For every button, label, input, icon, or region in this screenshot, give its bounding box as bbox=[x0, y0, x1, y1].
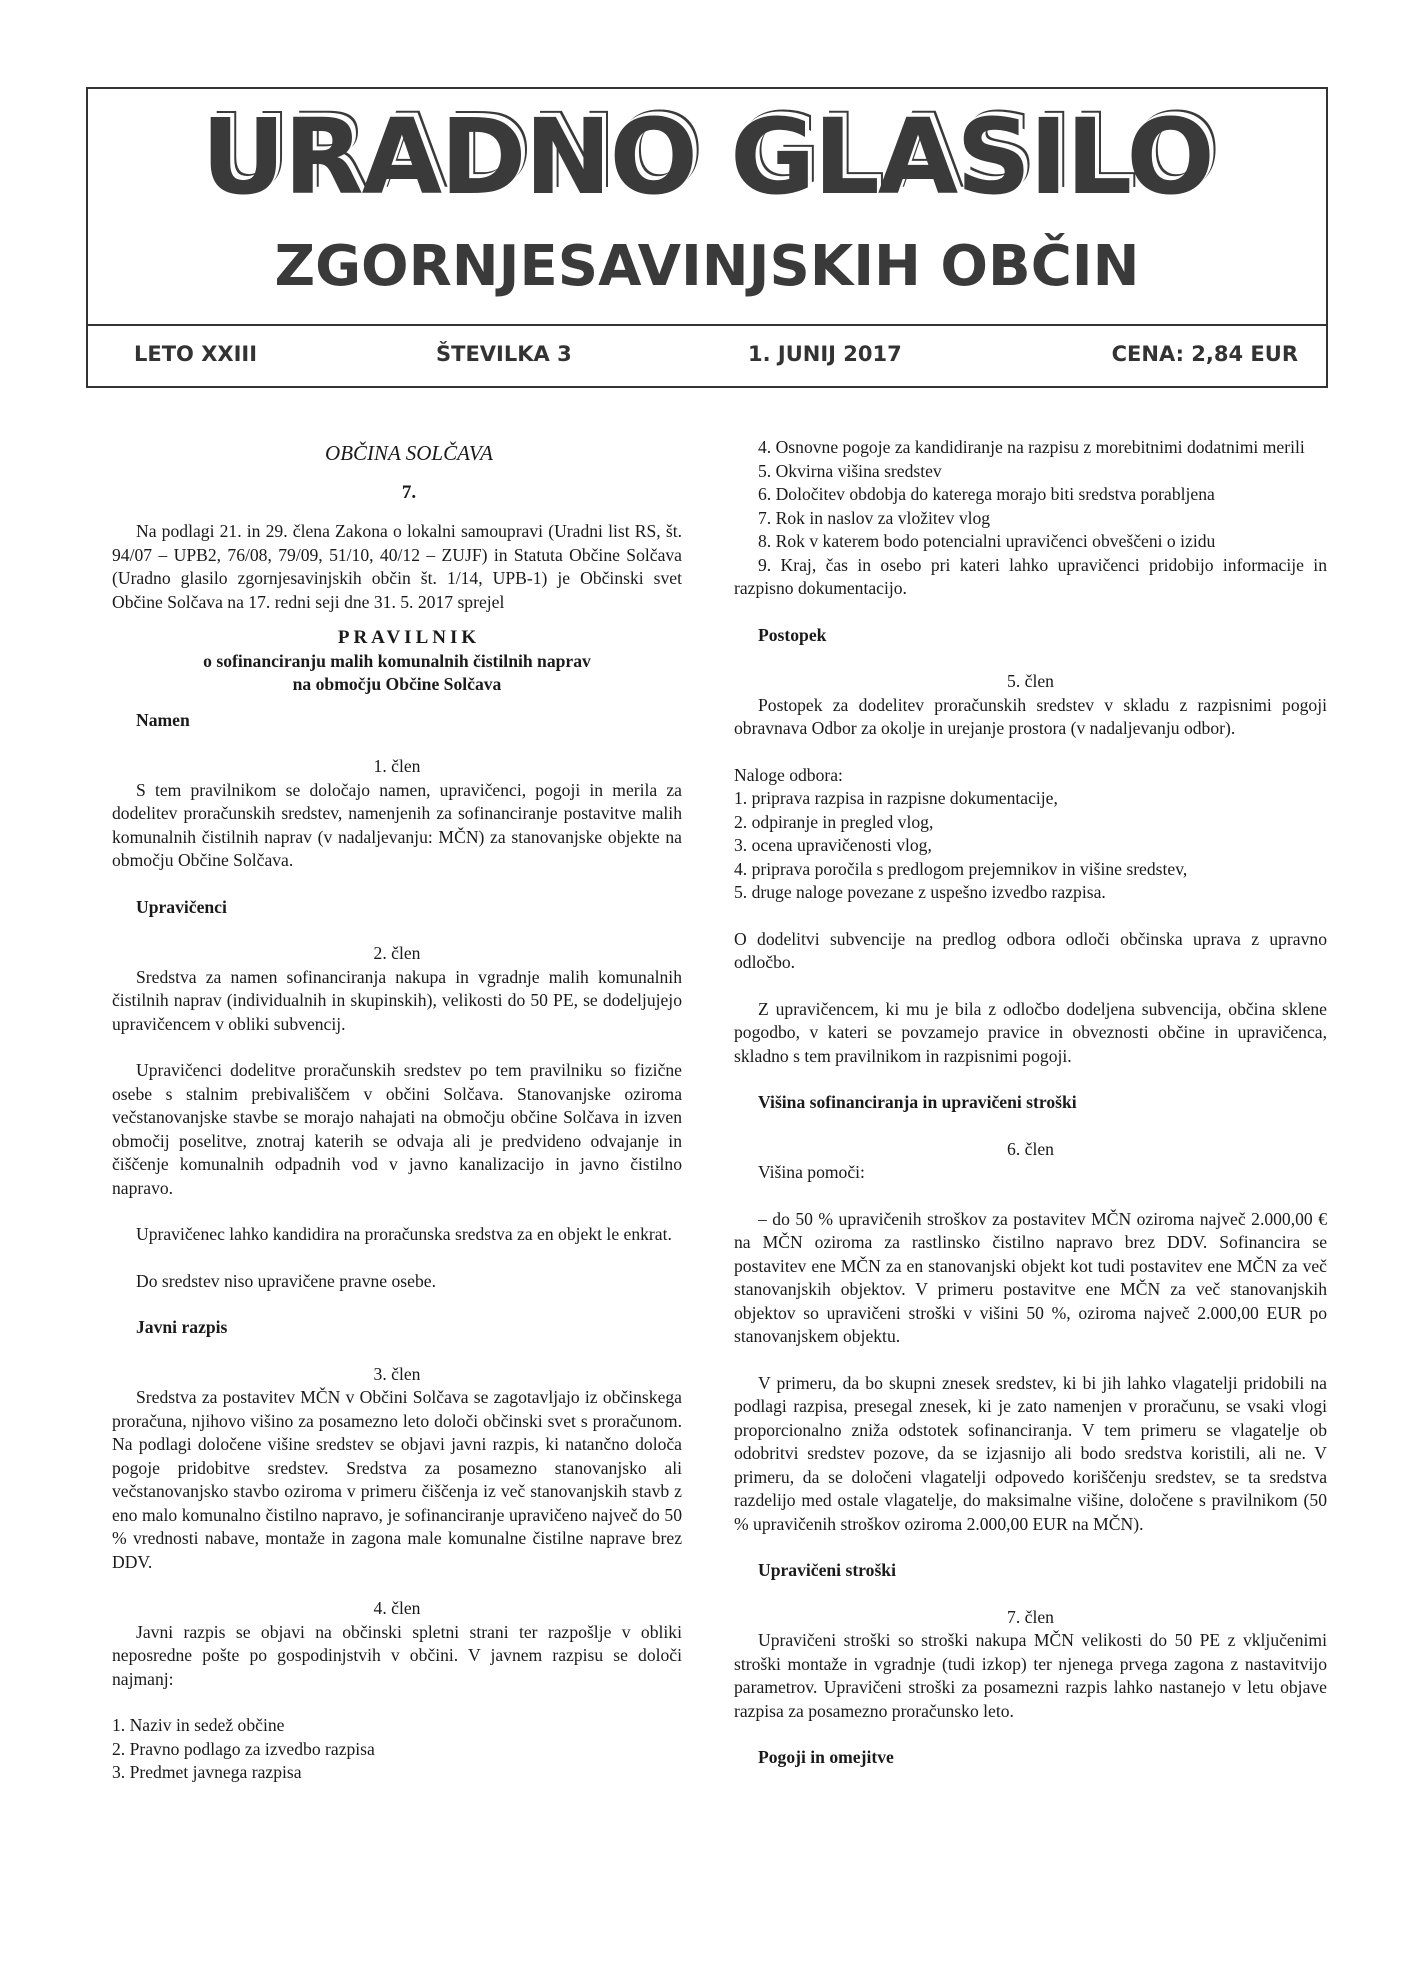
article-4-list bbox=[112, 1714, 682, 1785]
issue-year: LETO XXIII bbox=[134, 342, 258, 366]
section-heading-stroski: Upravičeni stroški bbox=[758, 1560, 896, 1580]
section-heading-postopek: Postopek bbox=[758, 624, 827, 645]
document-title-line-2: na območju Občine Solčava bbox=[292, 674, 502, 694]
article-3-text: Sredstva za postavitev MČN v Občini Solčava se zagotavljajo iz občinskega proračuna, njihovo višino za posamezno leto določi občinski svet s proračunom. Na podlagi določene višine sredstev se objavi javni razpis, ki natančno določa pogoje pridobitve sredstev. Sredstva za posamezno stanovanjsko ali večstanovanjsko stavbo oziroma v primeru čiščenja iz več stanovanjskih stavb z eno malo komunalno čistilno napravo, je sofinanciranje upravičeno največ do 50 % vrednosti nabave, montaže in zagona male komunalne čistilne naprave brez DDV. bbox=[112, 1387, 682, 1572]
issue-price: CENA: 2,84 EUR bbox=[1111, 342, 1298, 366]
article-2-heading: 2. člen bbox=[373, 943, 421, 963]
list-item: 8. Rok v katerem bodo potencialni upravičenci obveščeni o izidu bbox=[758, 531, 1216, 551]
article-1-text: S tem pravilnikom se določajo namen, upravičenci, pogoji in merila za dodelitev proračunskih sredstev, namenjenih za sofinanciranje postavitve malih komunalnih čistilnih naprav (v nadaljevanju: MČN) za stanovanjske objekte na območju Občine Solčava. bbox=[112, 779, 682, 870]
list-item: 9. Kraj, čas in osebo pri kateri lahko upravičenci pridobijo informacije in razpisno dokumentacijo. bbox=[734, 554, 1327, 598]
article-2-text-1: Sredstva za namen sofinanciranja nakupa in vgradnje malih komunalnih čistilnih naprav (individualnih in skupinskih), velikosti do 50 PE, se dodeljujejo upravičencem v obliki subvencij. bbox=[112, 966, 682, 1034]
article-7-heading: 7. člen bbox=[1007, 1606, 1054, 1627]
right-column bbox=[734, 436, 1327, 1770]
document-type: PRAVILNIK bbox=[337, 627, 481, 648]
intro-paragraph: Na podlagi 21. in 29. člena Zakona o lokalni samoupravi (Uradni list RS, št. 94/07 – UPB2, 76/08, 79/09, 51/10, 40/12 – ZUJF) in Statuta Občine Solčava (Uradno glasilo zgornjesavinjskih občin št. 1/14, UPB-1) je Občinski svet Občine Solčava na 17. redni seji dne 31. 5. 2017 sprejel bbox=[112, 521, 682, 612]
list-item: 1. Naziv in sedež občine bbox=[112, 1715, 285, 1735]
section-heading-pogoji: Pogoji in omejitve bbox=[758, 1747, 894, 1767]
document-title-line-1: o sofinanciranju malih komunalnih čistilnih naprav bbox=[203, 650, 591, 671]
article-5-heading: 5. člen bbox=[1007, 671, 1054, 691]
list-item: 4. priprava poročila s predlogom prejemnikov in višine sredstev, bbox=[734, 858, 1188, 879]
section-heading-javni-razpis: Javni razpis bbox=[136, 1317, 228, 1337]
article-2-text-3: Upravičenec lahko kandidira na proračunska sredstva za en objekt le enkrat. bbox=[136, 1224, 672, 1244]
article-5-text: Postopek za dodelitev proračunskih sredstev v skladu z razpisnimi pogoji obravnava Odbor za okolje in urejanje prostora (v nadaljevanju odbor). bbox=[734, 694, 1327, 738]
list-item: 2. odpiranje in pregled vlog, bbox=[734, 811, 934, 832]
committee-tasks-intro: Naloge odbora: bbox=[734, 764, 843, 785]
section-heading-visina: Višina sofinanciranja in upravičeni stroški bbox=[758, 1092, 1077, 1112]
masthead-title: URADNO GLASILO bbox=[201, 96, 1213, 218]
masthead-info-bar bbox=[88, 342, 1326, 372]
article-6-text-2: V primeru, da bo skupni znesek sredstev, ki bi jih lahko vlagatelji pridobili na podlagi razpisa, presegal znesek, ki je zato namenjen v proračunu, se vsaki vlogi proporcionalno zniža odstotek sofinanciranja. V tem primeru se vlagatelje ob odobritvi sredstev pozove, da se izjasnijo ali bodo sredstva koristili, ali ne. V primeru, da se določeni vlagatelji odpovedo koriščenju sredstev, se ta sredstva razdelijo med ostale vlagatelje, do maksimalne višine, določene s pravilnikom (50 % upravičenih stroškov oziroma 2.000,00 EUR na MČN). bbox=[734, 1372, 1327, 1534]
masthead-divider bbox=[88, 324, 1326, 326]
list-item: 5. Okvirna višina sredstev bbox=[758, 460, 942, 481]
article-2-text-4: Do sredstev niso upravičene pravne osebe. bbox=[136, 1270, 436, 1291]
list-item: 2. Pravno podlago za izvedbo razpisa bbox=[112, 1738, 375, 1759]
list-item: 4. Osnovne pogoje za kandidiranje na razpisu z morebitnimi dodatnimi merili bbox=[758, 437, 1305, 457]
article-6-intro: Višina pomoči: bbox=[758, 1162, 865, 1182]
list-item: 5. druge naloge povezane z uspešno izvedbo razpisa. bbox=[734, 882, 1106, 902]
list-item: 1. priprava razpisa in razpisne dokumentacije, bbox=[734, 788, 1058, 808]
act-number: 7. bbox=[401, 482, 417, 503]
article-6-heading: 6. člen bbox=[1007, 1138, 1054, 1159]
section-heading-namen: Namen bbox=[136, 709, 190, 730]
section-heading-upravicenci: Upravičenci bbox=[136, 896, 227, 917]
list-item: 7. Rok in naslov za vložitev vlog bbox=[758, 507, 991, 528]
article-6-text-1: – do 50 % upravičenih stroškov za postavitev MČN oziroma največ 2.000,00 € na MČN oziroma za rastlinsko čistilno napravo brez DDV. Sofinancira se postavitev ene MČN za en stanovanjski objekt kot tudi postavitev ene MČN za več stanovanjskih objektov. V primeru postavitve ene MČN za več stanovanjskih objektov so upravičeni stroški v višini 50 %, oziroma največ 2.000,00 EUR po stanovanjskem objektu. bbox=[734, 1208, 1327, 1346]
article-5-text-2: O dodelitvi subvencije na predlog odbora odloči občinska uprava z upravno odločbo. bbox=[734, 928, 1327, 972]
article-7-text: Upravičeni stroški so stroški nakupa MČN velikosti do 50 PE z vključenimi stroški montaže in vgradnje (tudi izkop) ter njenega prvega zagona z nastavitvijo parametrov. Upravičeni stroški za posamezni razpis lahko nastanejo v letu objave razpisa za posamezno proračunsko leto. bbox=[734, 1630, 1327, 1721]
list-item: 3. Predmet javnega razpisa bbox=[112, 1762, 302, 1782]
masthead-subtitle: ZGORNJESAVINJSKIH OBČIN bbox=[274, 234, 1140, 299]
article-4-heading: 4. člen bbox=[373, 1598, 421, 1618]
article-1-heading: 1. člen bbox=[373, 756, 421, 776]
article-4-text: Javni razpis se objavi na občinski spletni strani ter razpošlje v obliki neposredne pošte po gospodinjstvih v občini. V javnem razpisu se določi najmanj: bbox=[112, 1621, 682, 1689]
municipality-heading: OBČINA SOLČAVA bbox=[325, 441, 493, 465]
left-column bbox=[112, 440, 682, 1785]
article-5-text-3: Z upravičencem, ki mu je bila z odločbo dodeljena subvencija, občina sklene pogodbo, v kateri se povzamejo pravice in obveznosti občine in upravičenca, skladno s tem pravilnikom in razpisnimi pogoji. bbox=[734, 998, 1327, 1066]
list-item: 3. ocena upravičenosti vlog, bbox=[734, 835, 932, 855]
issue-number: ŠTEVILKA 3 bbox=[436, 342, 572, 366]
list-item: 6. Določitev obdobja do katerega morajo biti sredstva porabljena bbox=[758, 484, 1215, 504]
article-2-text-2: Upravičenci dodelitve proračunskih sredstev po tem pravilniku so fizične osebe s stalnim prebivališčem v občini Solčava. Stanovanjske oziroma večstanovanjske stavbe se morajo nahajati na območju občine Solčava in izven območij poselitve, znotraj katerih se odvaja ali je predvideno odvajanje in čiščenje komunalnih odpadnih vod v javno kanalizacijo in javno čistilno napravo. bbox=[112, 1060, 682, 1198]
article-3-heading: 3. člen bbox=[373, 1363, 421, 1384]
issue-date: 1. JUNIJ 2017 bbox=[748, 342, 902, 366]
masthead bbox=[86, 87, 1328, 388]
